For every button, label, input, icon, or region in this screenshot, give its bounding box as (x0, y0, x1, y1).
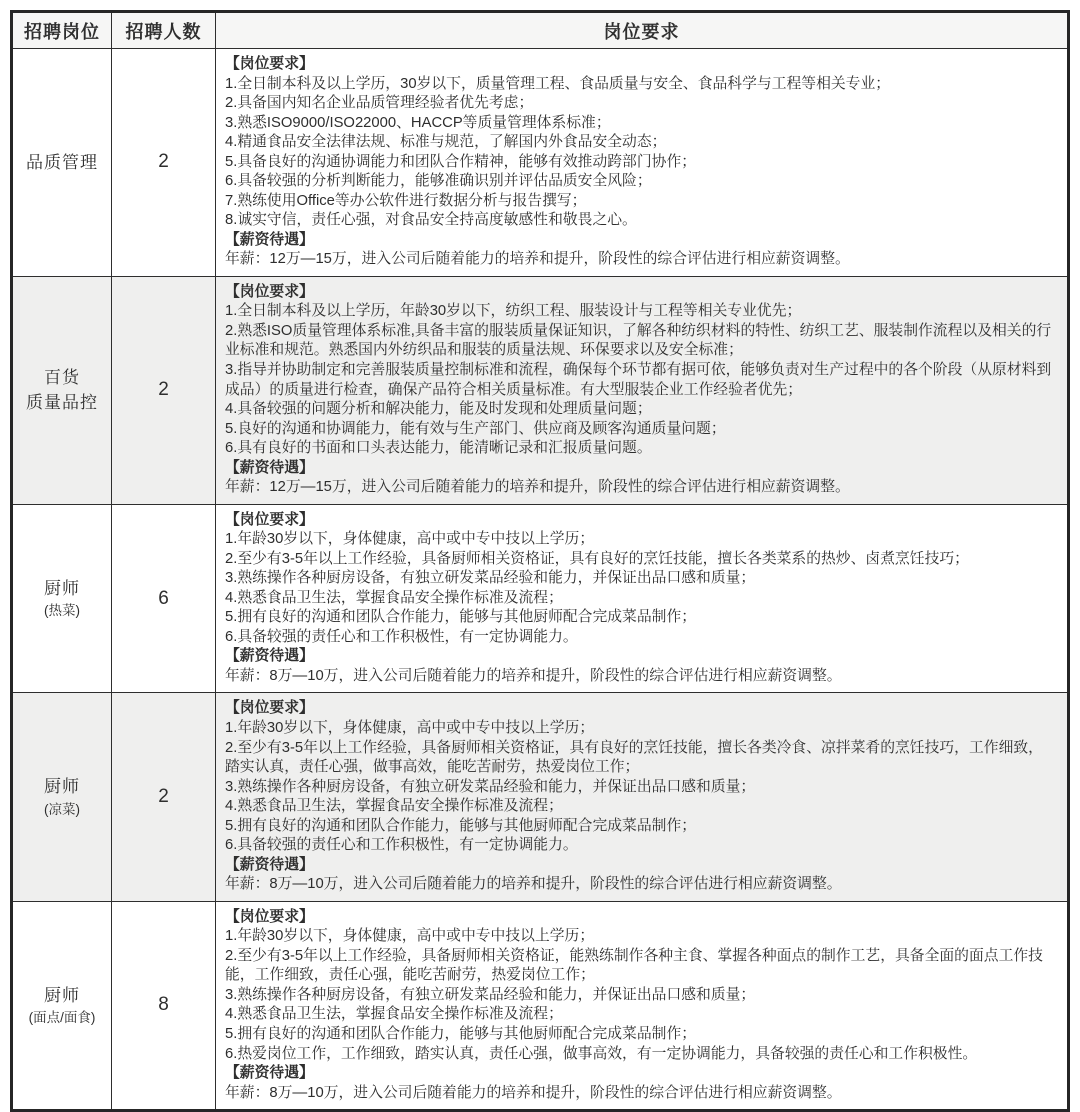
requirement-item: 3.熟练操作各种厨房设备，有独立研发菜品经验和能力，并保证出品口感和质量； (225, 778, 756, 795)
requirements-heading: 【岗位要求】 (225, 283, 314, 300)
requirement-item: 2.至少有3-5年以上工作经验，具备厨师相关资格证，具有良好的烹饪技能，擅长各类冷食、凉拌菜肴的烹饪技巧，工作细致，踏实认真，责任心强，做事高效，能吃苦耐劳，热爱岗位工作； (225, 739, 1043, 776)
table-header-row (12, 12, 1069, 49)
requirement-item: 6.具有良好的书面和口头表达能力，能清晰记录和汇报质量问题。 (225, 440, 652, 457)
requirements-heading: 【岗位要求】 (225, 56, 314, 72)
salary-heading: 【薪资待遇】 (225, 459, 314, 476)
requirements-heading: 【岗位要求】 (225, 908, 314, 925)
requirement-item: 8.诚实守信，责任心强，对食品安全持高度敏感性和敬畏之心。 (225, 212, 637, 229)
requirement-item: 4.精通食品安全法律法规、标准与规范，了解国内外食品安全动态； (225, 134, 667, 151)
requirement-item: 5.良好的沟通和协调能力，能有效与生产部门、供应商及顾客沟通质量问题； (225, 420, 726, 437)
position-cell (12, 276, 112, 504)
position-subtitle: (面点/面食) (28, 1010, 96, 1026)
salary-text: 年薪：8万—10万，进入公司后随着能力的培养和提升，阶段性的综合评估进行相应薪资调整。 (225, 1084, 842, 1101)
table-row-quality-management (12, 49, 1069, 277)
requirement-item: 4.熟悉食品卫生法，掌握食品安全操作标准及流程； (225, 589, 563, 606)
salary-heading: 【薪资待遇】 (225, 231, 314, 248)
headcount-cell: 2 (112, 49, 216, 277)
requirement-item: 2.至少有3-5年以上工作经验，具备厨师相关资格证，能熟练制作各种主食、掌握各种面点的制作工艺，具备全面的面点工作技能，工作细致，责任心强，能吃苦耐劳，热爱岗位工作； (225, 947, 1043, 984)
position-name-line2: 质量品控 (26, 393, 98, 413)
requirement-item: 6.具备较强的分析判断能力，能够准确识别并评估品质安全风险； (225, 173, 652, 190)
requirement-item: 3.熟练操作各种厨房设备，有独立研发菜品经验和能力，并保证出品口感和质量； (225, 570, 756, 587)
position-subtitle: (热菜) (44, 603, 80, 619)
position-subtitle: (凉菜) (44, 801, 80, 817)
position-name: 品质管理 (26, 152, 98, 172)
requirements-heading: 【岗位要求】 (225, 511, 314, 528)
position-name: 厨师 (44, 777, 80, 797)
requirements-cell (216, 276, 1069, 504)
requirement-item: 6.具备较强的责任心和工作积极性，有一定协调能力。 (225, 837, 578, 854)
requirement-item: 5.具备良好的沟通协调能力和团队合作精神，能够有效推动跨部门协作； (225, 153, 697, 170)
salary-text: 年薪：12万—15万，进入公司后随着能力的培养和提升，阶段性的综合评估进行相应薪资调整。 (225, 251, 850, 268)
position-cell (12, 49, 112, 277)
requirement-item: 5.拥有良好的沟通和团队合作能力，能够与其他厨师配合完成菜品制作； (225, 609, 697, 626)
requirement-item: 5.拥有良好的沟通和团队合作能力，能够与其他厨师配合完成菜品制作； (225, 817, 697, 834)
requirement-item: 1.年龄30岁以下，身体健康，高中或中专中技以上学历； (225, 531, 595, 548)
position-cell (12, 693, 112, 901)
headcount-cell: 2 (112, 693, 216, 901)
requirement-item: 2.熟悉ISO质量管理体系标准,具备丰富的服装质量保证知识，了解各种纺织材料的特性、纺织工艺、服装制作流程以及相关的行业标准和规范。熟悉国内外纺织品和服装的质量法规、环保要求以及安全标准； (225, 322, 1052, 359)
requirement-item: 4.熟悉食品卫生法，掌握食品安全操作标准及流程； (225, 798, 563, 815)
headcount-cell: 2 (112, 276, 216, 504)
requirement-item: 2.具备国内知名企业品质管理经验者优先考虑； (225, 95, 534, 112)
salary-text: 年薪：8万—10万，进入公司后随着能力的培养和提升，阶段性的综合评估进行相应薪资调整。 (225, 876, 842, 893)
requirement-item: 2.至少有3-5年以上工作经验，具备厨师相关资格证，具有良好的烹饪技能，擅长各类菜系的热炒、卤煮烹饪技巧； (225, 550, 969, 567)
salary-text: 年薪：12万—15万，进入公司后随着能力的培养和提升，阶段性的综合评估进行相应薪资调整。 (225, 479, 850, 496)
requirements-cell (216, 901, 1069, 1110)
requirement-item: 3.熟悉ISO9000/ISO22000、HACCP等质量管理体系标准； (225, 114, 611, 131)
table-row-chef-cold-dishes (12, 693, 1069, 901)
requirements-heading: 【岗位要求】 (225, 700, 314, 717)
requirements-list (225, 927, 1057, 1064)
headcount-cell: 8 (112, 901, 216, 1110)
table-row-chef-pastry (12, 901, 1069, 1110)
salary-heading: 【薪资待遇】 (225, 648, 314, 665)
requirement-item: 3.指导并协助制定和完善服装质量控制标准和流程，确保每个环节都有据可依，能够负责对生产过程中的各个阶段（从原材料到成品）的质量进行检查，确保产品符合相关质量标准。有大型服装企业工作经验者优先； (225, 361, 1052, 398)
requirements-list (225, 530, 1057, 647)
salary-heading: 【薪资待遇】 (225, 856, 314, 873)
requirement-item: 1.全日制本科及以上学历，年龄30岁以下，纺织工程、服装设计与工程等相关专业优先； (225, 303, 802, 320)
requirements-cell (216, 49, 1069, 277)
header-count: 招聘人数 (112, 12, 216, 49)
requirement-item: 4.熟悉食品卫生法，掌握食品安全操作标准及流程； (225, 1006, 563, 1023)
requirement-item: 1.年龄30岁以下，身体健康，高中或中专中技以上学历； (225, 720, 595, 736)
requirements-list (225, 719, 1057, 856)
table-row-merchandise-qc (12, 276, 1069, 504)
requirement-item: 3.熟练操作各种厨房设备，有独立研发菜品经验和能力，并保证出品口感和质量； (225, 986, 756, 1003)
requirement-item: 5.拥有良好的沟通和团队合作能力，能够与其他厨师配合完成菜品制作； (225, 1025, 697, 1042)
salary-text: 年薪：8万—10万，进入公司后随着能力的培养和提升，阶段性的综合评估进行相应薪资调整。 (225, 667, 842, 684)
recruitment-table (10, 10, 1070, 1112)
position-cell (12, 901, 112, 1110)
position-name: 百货 (44, 367, 80, 387)
requirement-item: 1.年龄30岁以下，身体健康，高中或中专中技以上学历； (225, 928, 595, 945)
requirement-item: 6.具备较强的责任心和工作积极性，有一定协调能力。 (225, 628, 578, 645)
requirement-item: 4.具备较强的问题分析和解决能力，能及时发现和处理质量问题； (225, 401, 652, 418)
headcount-cell: 6 (112, 504, 216, 693)
requirements-list (225, 75, 1057, 231)
table-row-chef-hot-dishes (12, 504, 1069, 693)
requirement-item: 7.熟练使用Office等办公软件进行数据分析与报告撰写； (225, 192, 587, 209)
position-name: 厨师 (44, 985, 80, 1005)
salary-heading: 【薪资待遇】 (225, 1065, 314, 1082)
header-requirements: 岗位要求 (216, 12, 1069, 49)
requirement-item: 1.全日制本科及以上学历，30岁以下，质量管理工程、食品质量与安全、食品科学与工程等相关专业； (225, 75, 891, 92)
requirements-cell (216, 693, 1069, 901)
requirements-cell (216, 504, 1069, 693)
position-name: 厨师 (44, 578, 80, 598)
position-cell (12, 504, 112, 693)
header-position: 招聘岗位 (12, 12, 112, 49)
requirements-list (225, 302, 1057, 458)
requirement-item: 6.热爱岗位工作，工作细致，踏实认真，责任心强，做事高效，有一定协调能力，具备较强的责任心和工作积极性。 (225, 1045, 978, 1062)
